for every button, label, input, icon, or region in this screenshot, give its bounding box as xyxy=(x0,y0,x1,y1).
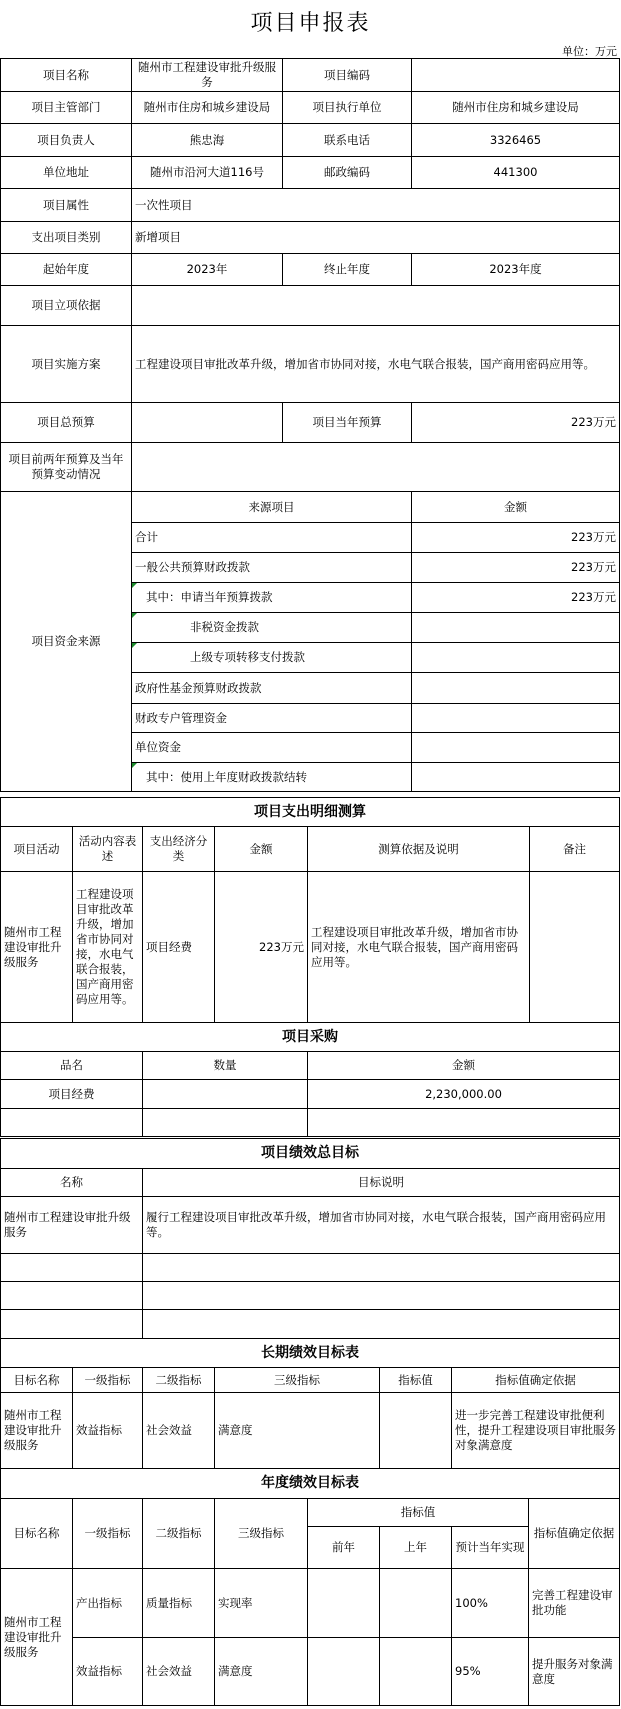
expense-basis: 工程建设项目审批改革升级，增加省市协同对接，水电气联合报装，国产商用密码应用等。 xyxy=(308,872,530,1023)
annual-header-l3: 三级指标 xyxy=(215,1499,308,1569)
overall-goal-table xyxy=(0,1138,620,1339)
expense-header: 活动内容表述 xyxy=(73,827,143,872)
procure-header: 金额 xyxy=(308,1052,620,1080)
funding-row-amount: 223万元 xyxy=(412,523,620,553)
funding-row-amount xyxy=(412,643,620,673)
dept-value: 随州市住房和城乡建设局 xyxy=(132,92,283,124)
annual-header-prev2: 前年 xyxy=(308,1527,380,1569)
year-budget-label: 项目当年预算 xyxy=(283,403,412,443)
funding-row-name: 单位资金 xyxy=(132,733,412,763)
zip-label: 邮政编码 xyxy=(283,157,412,189)
funding-row-amount xyxy=(412,733,620,763)
funding-row-amount xyxy=(412,704,620,733)
basis-value xyxy=(132,286,620,326)
annual-prev1 xyxy=(380,1638,452,1706)
funding-row-name: 其中：申请当年预算拨款 xyxy=(132,583,412,613)
funding-row-name: 上级专项转移支付拨款 xyxy=(132,643,412,673)
plan-value: 工程建设项目审批改革升级，增加省市协同对接，水电气联合报装，国产商用密码应用等。 xyxy=(132,326,620,403)
funding-header-amount: 金额 xyxy=(412,492,620,523)
goal-name: 随州市工程建设审批升级服务 xyxy=(1,1197,143,1254)
funding-row-name: 政府性基金预算财政拨款 xyxy=(132,673,412,704)
funding-row-name: 合计 xyxy=(132,523,412,553)
annual-level1: 产出指标 xyxy=(73,1569,143,1638)
project-code-value xyxy=(412,59,620,92)
zip-value: 441300 xyxy=(412,157,620,189)
long-section-title: 长期绩效目标表 xyxy=(1,1339,620,1368)
long-level1: 效益指标 xyxy=(73,1393,143,1469)
unit-label: 单位：万元 xyxy=(562,45,617,58)
expense-category: 项目经费 xyxy=(143,872,215,1023)
expense-header: 金额 xyxy=(215,827,308,872)
long-term-goal-table xyxy=(0,1338,620,1469)
total-budget-value xyxy=(132,403,283,443)
goal-desc: 履行工程建设项目审批改革升级，增加省市协同对接，水电气联合报装，国产商用密码应用等。 xyxy=(143,1197,620,1254)
page-title: 项目申报表 xyxy=(250,11,371,36)
long-level2: 社会效益 xyxy=(143,1393,215,1469)
expense-section-title: 项目支出明细测算 xyxy=(1,798,620,827)
basis-label: 项目立项依据 xyxy=(1,286,132,326)
annual-prev2 xyxy=(308,1638,380,1706)
long-header: 目标名称 xyxy=(1,1368,73,1393)
procure-section-title: 项目采购 xyxy=(1,1023,620,1052)
annual-header-l2: 二级指标 xyxy=(143,1499,215,1569)
expense-activity: 随州市工程建设审批升级服务 xyxy=(1,872,73,1023)
annual-section-title: 年度绩效目标表 xyxy=(1,1469,620,1499)
exec-value: 随州市住房和城乡建设局 xyxy=(412,92,620,124)
funding-row-name: 非税资金拨款 xyxy=(132,613,412,643)
expense-amount: 223万元 xyxy=(215,872,308,1023)
annual-level2: 社会效益 xyxy=(143,1638,215,1706)
project-name-label: 项目名称 xyxy=(1,59,132,92)
funding-header-source: 来源项目 xyxy=(132,492,412,523)
goal-desc xyxy=(143,1254,620,1282)
annual-prev2 xyxy=(308,1569,380,1638)
procure-item-name: 项目经费 xyxy=(1,1080,143,1109)
annual-prev1 xyxy=(380,1569,452,1638)
procure-header: 数量 xyxy=(143,1052,308,1080)
category-value: 新增项目 xyxy=(132,222,620,254)
procure-header: 品名 xyxy=(1,1052,143,1080)
project-code-label: 项目编码 xyxy=(283,59,412,92)
long-header: 指标值确定依据 xyxy=(452,1368,620,1393)
goal-name xyxy=(1,1254,143,1282)
annual-expect: 100% xyxy=(452,1569,529,1638)
leader-value: 熊忠海 xyxy=(132,124,283,157)
expense-content: 工程建设项目审批改革升级，增加省市协同对接，水电气联合报装，国产商用密码应用等。 xyxy=(73,872,143,1023)
address-value: 随州市沿河大道116号 xyxy=(132,157,283,189)
expense-header: 项目活动 xyxy=(1,827,73,872)
funding-row-amount: 223万元 xyxy=(412,553,620,583)
budget-change-label: 项目前两年预算及当年预算变动情况 xyxy=(1,443,132,492)
annual-header-prev1: 上年 xyxy=(380,1527,452,1569)
total-budget-label: 项目总预算 xyxy=(1,403,132,443)
attr-label: 项目属性 xyxy=(1,189,132,222)
procure-item-qty xyxy=(143,1109,308,1137)
category-label: 支出项目类别 xyxy=(1,222,132,254)
dept-label: 项目主管部门 xyxy=(1,92,132,124)
annual-goal-table xyxy=(0,1468,620,1706)
annual-header-basis: 指标值确定依据 xyxy=(529,1499,620,1569)
annual-header-expect: 预计当年实现 xyxy=(452,1527,529,1569)
goal-name xyxy=(1,1282,143,1310)
expense-note xyxy=(530,872,620,1023)
long-target-name: 随州市工程建设审批升级服务 xyxy=(1,1393,73,1469)
long-header: 二级指标 xyxy=(143,1368,215,1393)
expense-detail-table xyxy=(0,797,620,1023)
funding-row-amount: 223万元 xyxy=(412,583,620,613)
start-year-label: 起始年度 xyxy=(1,254,132,286)
annual-level2: 质量指标 xyxy=(143,1569,215,1638)
long-level3: 满意度 xyxy=(215,1393,380,1469)
annual-target-name: 随州市工程建设审批升级服务 xyxy=(1,1569,73,1706)
end-year-label: 终止年度 xyxy=(283,254,412,286)
goal-name xyxy=(1,1310,143,1339)
goal-section-title: 项目绩效总目标 xyxy=(1,1139,620,1169)
annual-expect: 95% xyxy=(452,1638,529,1706)
funding-row-amount xyxy=(412,763,620,792)
long-basis: 进一步完善工程建设审批便利性，提升工程建设项目审批服务对象满意度 xyxy=(452,1393,620,1469)
funding-row-name: 一般公共预算财政拨款 xyxy=(132,553,412,583)
basic-info-table xyxy=(0,58,620,792)
annual-level3: 满意度 xyxy=(215,1638,308,1706)
long-header: 三级指标 xyxy=(215,1368,380,1393)
funding-row-amount xyxy=(412,673,620,704)
annual-level3: 实现率 xyxy=(215,1569,308,1638)
budget-change-value xyxy=(132,443,620,492)
attr-value: 一次性项目 xyxy=(132,189,620,222)
expense-header: 测算依据及说明 xyxy=(308,827,530,872)
goal-desc xyxy=(143,1310,620,1339)
annual-header-l1: 一级指标 xyxy=(73,1499,143,1569)
plan-label: 项目实施方案 xyxy=(1,326,132,403)
end-year-value: 2023年度 xyxy=(412,254,620,286)
procure-item-amount xyxy=(308,1109,620,1137)
funding-row-name: 财政专户管理资金 xyxy=(132,704,412,733)
procurement-table xyxy=(0,1022,620,1137)
long-header: 一级指标 xyxy=(73,1368,143,1393)
procure-item-qty xyxy=(143,1080,308,1109)
start-year-value: 2023年 xyxy=(132,254,283,286)
goal-header: 名称 xyxy=(1,1169,143,1197)
phone-value: 3326465 xyxy=(412,124,620,157)
expense-header: 支出经济分类 xyxy=(143,827,215,872)
funding-source-label: 项目资金来源 xyxy=(1,492,132,792)
goal-header: 目标说明 xyxy=(143,1169,620,1197)
annual-basis: 提升服务对象满意度 xyxy=(529,1638,620,1706)
phone-label: 联系电话 xyxy=(283,124,412,157)
project-name-value: 随州市工程建设审批升级服务 xyxy=(132,59,283,92)
expense-header: 备注 xyxy=(530,827,620,872)
procure-item-name xyxy=(1,1109,143,1137)
year-budget-value: 223万元 xyxy=(412,403,620,443)
annual-basis: 完善工程建设审批功能 xyxy=(529,1569,620,1638)
exec-label: 项目执行单位 xyxy=(283,92,412,124)
address-label: 单位地址 xyxy=(1,157,132,189)
long-value xyxy=(380,1393,452,1469)
annual-header-value: 指标值 xyxy=(308,1499,529,1527)
leader-label: 项目负责人 xyxy=(1,124,132,157)
funding-row-name: 其中：使用上年度财政拨款结转 xyxy=(132,763,412,792)
annual-level1: 效益指标 xyxy=(73,1638,143,1706)
goal-desc xyxy=(143,1282,620,1310)
long-header: 指标值 xyxy=(380,1368,452,1393)
funding-row-amount xyxy=(412,613,620,643)
procure-item-amount: 2,230,000.00 xyxy=(308,1080,620,1109)
annual-header-name: 目标名称 xyxy=(1,1499,73,1569)
